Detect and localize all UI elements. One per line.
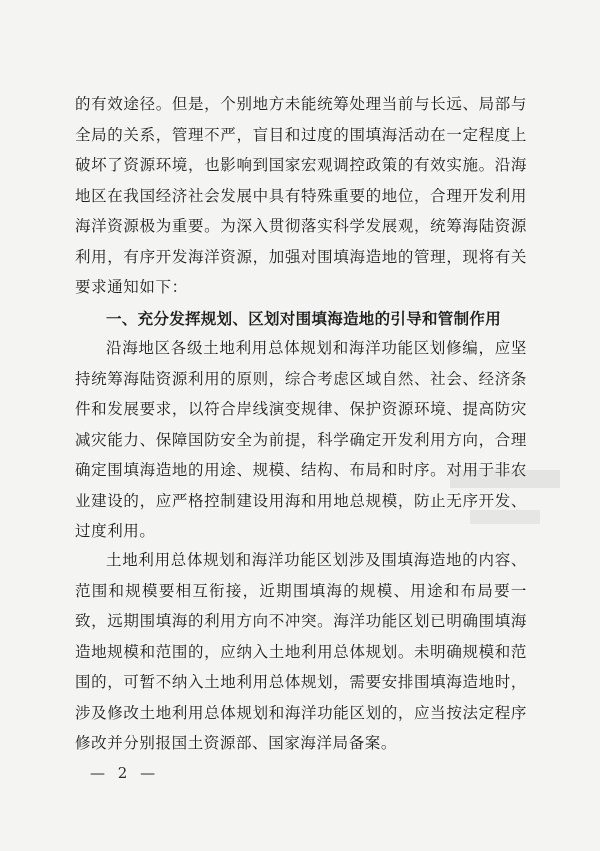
paragraph-planning-revision: 沿海地区各级土地利用总体规划和海洋功能区划修编，应坚持统筹海陆资源利用的原则，综合考虑区域自然、社会、经济条件和发展要求，以符合岸线演变规律、保护资源环境、提高防灾减灾能力、保障国防安全为前提，科学确定开发利用方向，合理确定围填海造地的用途、规模、结构、布局和时序。对用于非农业建设的，应严格控制建设用海和用地总规模，防止无序开发、过度利用。 bbox=[75, 339, 527, 540]
paragraph-planning-coordination: 土地利用总体规划和海洋功能区划涉及围填海造地的内容、范围和规模要相互衔接，近期围填海的规模、用途和布局要一致，远期围填海的利用方向不冲突。海洋功能区划已明确围填海造地规模和范围的，应纳入土地利用总体规划。未明确规模和范围的，可暂不纳入土地利用总体规划，需要安排围填海造地时，涉及修改土地利用总体规划和海洋功能区划的，应当按法定程序修改并分别报国土资源部、国家海洋局备案。 bbox=[75, 551, 527, 752]
paragraph-intro-continuation: 的有效途径。但是，个别地方未能统筹处理当前与长远、局部与全局的关系，管理不严，盲目和过度的围填海活动在一定程度上破坏了资源环境，也影响到国家宏观调控政策的有效实施。沿海地区在我国经济社会发展中具有特殊重要的地位，合理开发利用海洋资源极为重要。为深入贯彻落实科学发展观，统筹海陆资源利用，有序开发海洋资源，加强对围填海造地的管理，现将有关要求通知如下： bbox=[75, 95, 527, 296]
page-number: — 2 — bbox=[90, 764, 160, 782]
section-heading-1: 一、充分发挥规划、区划对围填海造地的引导和管制作用 bbox=[106, 310, 502, 328]
